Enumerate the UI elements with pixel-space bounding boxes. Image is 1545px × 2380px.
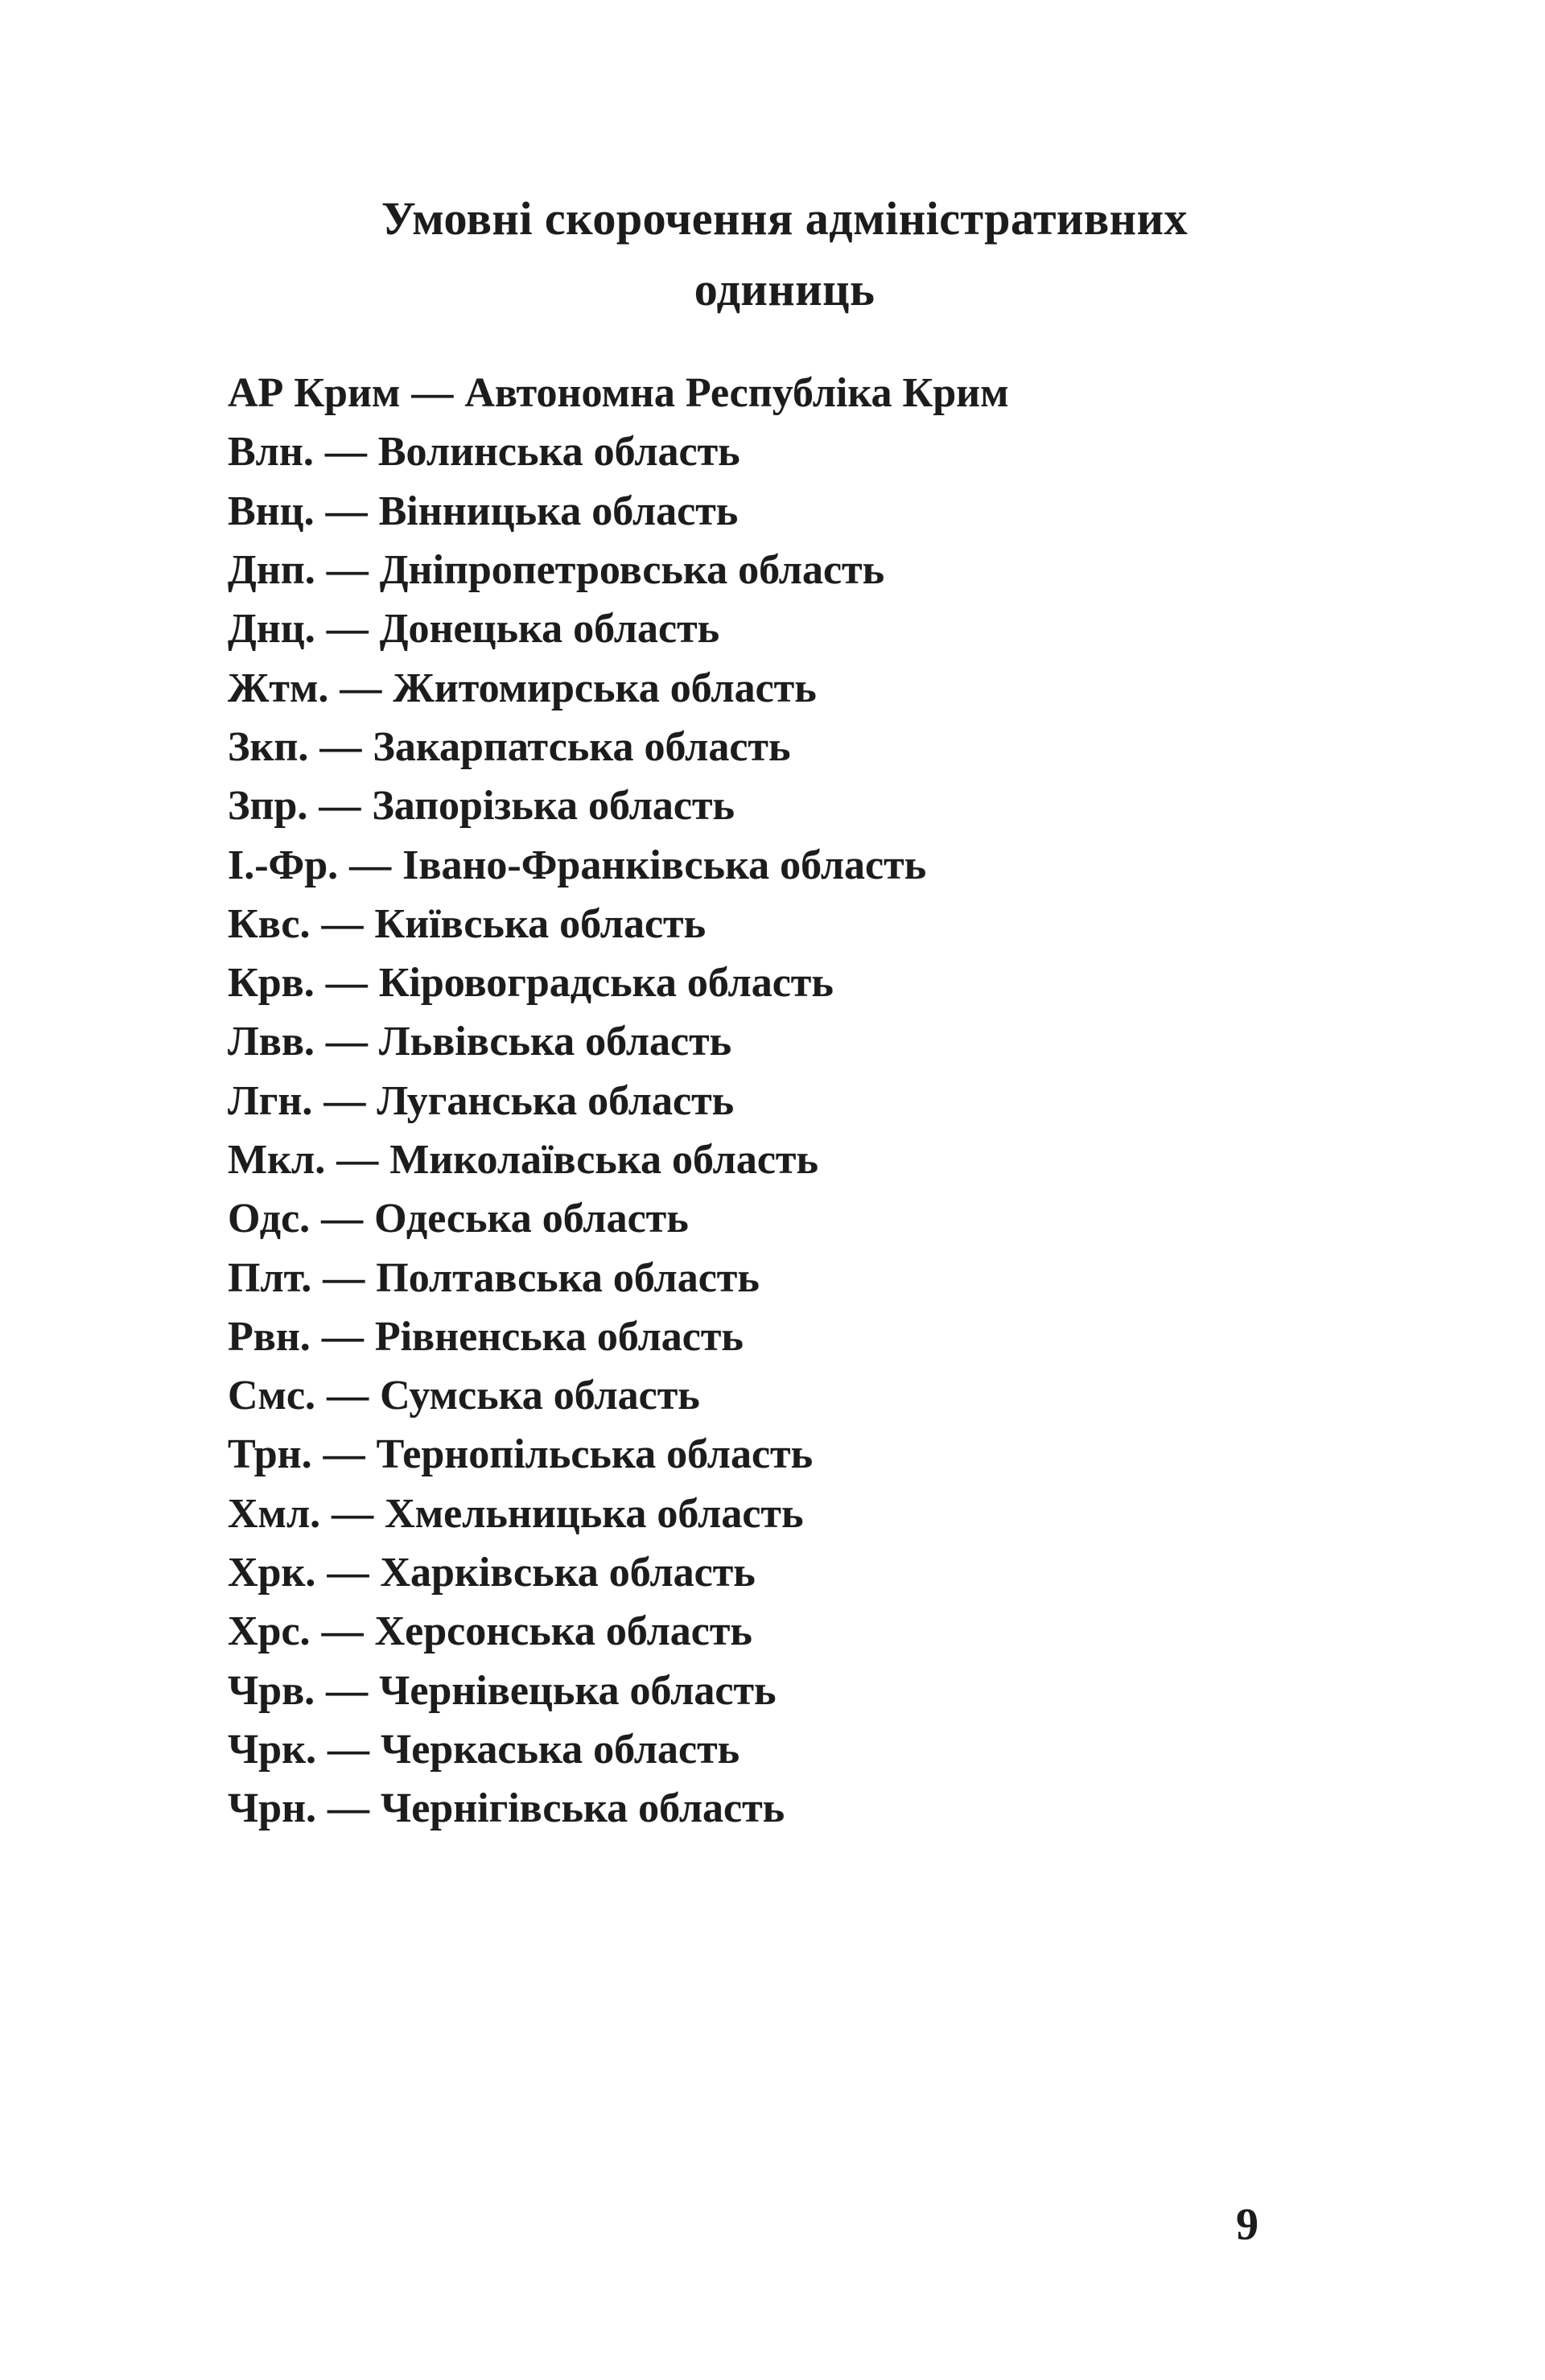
abbreviation-row	[228, 1720, 1009, 1779]
dash-separator: —	[327, 1373, 369, 1419]
abbreviation-row	[228, 1425, 1009, 1484]
abbreviation: Днц.	[228, 606, 315, 653]
abbreviation: Крв.	[228, 960, 315, 1007]
region-name: Івано-Франківська область	[402, 842, 927, 888]
region-name: Черкаська область	[381, 1726, 740, 1773]
region-name: Чернігівська область	[381, 1785, 785, 1832]
dash-separator: —	[326, 547, 369, 594]
region-name: Закарпатська область	[373, 723, 791, 770]
region-name: Херсонська область	[374, 1608, 752, 1655]
abbreviation: Хмл.	[228, 1490, 321, 1537]
abbreviation: Внц.	[228, 488, 315, 534]
dash-separator: —	[327, 1550, 369, 1596]
abbreviation: І.-Фр.	[228, 842, 339, 888]
abbreviation: Жтм.	[228, 665, 329, 711]
dash-separator: —	[321, 1608, 364, 1655]
abbreviation-row	[228, 1779, 1009, 1838]
dash-separator: —	[321, 900, 364, 947]
dash-separator: —	[340, 665, 382, 711]
dash-separator: —	[321, 1313, 364, 1360]
abbreviation: АР Крим	[228, 370, 401, 417]
abbreviation: Лвв.	[228, 1019, 315, 1065]
region-name: Дніпропетровська область	[379, 547, 885, 594]
abbreviation-row	[228, 541, 1009, 599]
region-name: Автономна Республіка Крим	[464, 370, 1009, 417]
region-name: Донецька область	[379, 606, 720, 653]
page-title-line-2: одиниць	[694, 263, 876, 315]
abbreviation-row	[228, 1012, 1009, 1071]
region-name: Полтавська область	[376, 1254, 760, 1301]
region-name: Одеська область	[374, 1196, 689, 1242]
abbreviation: Чрн.	[228, 1785, 317, 1832]
abbreviation: Лгн.	[228, 1077, 313, 1124]
abbreviation-row	[228, 1189, 1009, 1248]
abbreviation-row	[228, 1484, 1009, 1543]
region-name: Чернівецька область	[379, 1667, 777, 1714]
dash-separator: —	[324, 429, 367, 476]
region-name: Кіровоградська область	[378, 960, 834, 1007]
abbreviation: Зпр.	[228, 783, 308, 830]
abbreviation: Хрс.	[228, 1608, 311, 1655]
dash-separator: —	[325, 488, 368, 534]
abbreviation-row	[228, 364, 1009, 422]
dash-separator: —	[332, 1490, 374, 1537]
abbreviation: Рвн.	[228, 1313, 311, 1360]
region-name: Луганська область	[377, 1077, 735, 1124]
abbreviation: Мкл.	[228, 1137, 326, 1183]
abbreviation-row	[228, 1661, 1009, 1720]
abbreviation: Зкп.	[228, 723, 309, 770]
dash-separator: —	[349, 842, 392, 888]
dash-separator: —	[319, 723, 362, 770]
abbreviation-row	[228, 1602, 1009, 1661]
abbreviation: Квс.	[228, 900, 311, 947]
page-title-line-1: Умовні скорочення адміністративних	[381, 192, 1189, 245]
abbreviation-row	[228, 895, 1009, 953]
region-name: Миколаївська область	[389, 1137, 818, 1183]
page-number: 9	[1236, 2200, 1259, 2250]
dash-separator: —	[336, 1137, 379, 1183]
region-name: Волинська область	[377, 429, 740, 476]
region-name: Тернопільська область	[376, 1431, 814, 1478]
abbreviation-row	[228, 482, 1009, 541]
abbreviation-row	[228, 1130, 1009, 1189]
abbreviation-row	[228, 422, 1009, 481]
abbreviation: Трн.	[228, 1431, 312, 1478]
dash-separator: —	[323, 1077, 366, 1124]
abbreviation: Хрк.	[228, 1550, 316, 1596]
region-name: Рівненська область	[374, 1313, 744, 1360]
dash-separator: —	[328, 1785, 370, 1832]
dash-separator: —	[326, 1667, 369, 1714]
abbreviation: Чрк.	[228, 1726, 317, 1773]
region-name: Сумська область	[380, 1373, 700, 1419]
dash-separator: —	[319, 783, 361, 830]
region-name: Житомирська область	[393, 665, 817, 711]
abbreviation: Плт.	[228, 1254, 312, 1301]
abbreviations-list	[228, 364, 1009, 1838]
abbreviation-row	[228, 718, 1009, 776]
abbreviation-row	[228, 835, 1009, 894]
abbreviation: Одс.	[228, 1196, 311, 1242]
abbreviation-row	[228, 1366, 1009, 1425]
dash-separator: —	[411, 370, 454, 417]
abbreviation: Днп.	[228, 547, 315, 594]
abbreviation-row	[228, 1307, 1009, 1366]
dash-separator: —	[325, 960, 368, 1007]
region-name: Вінницька область	[378, 488, 739, 534]
region-name: Запорізька область	[372, 783, 735, 830]
abbreviation-row	[228, 953, 1009, 1012]
abbreviation: Смс.	[228, 1373, 316, 1419]
region-name: Хмельницька область	[385, 1490, 804, 1537]
abbreviation-row	[228, 1543, 1009, 1602]
dash-separator: —	[323, 1254, 365, 1301]
page-title	[228, 183, 1341, 325]
region-name: Львівська область	[378, 1019, 732, 1065]
abbreviation-row	[228, 1248, 1009, 1307]
abbreviation-row	[228, 776, 1009, 835]
abbreviation-row	[228, 1072, 1009, 1130]
abbreviation-row	[228, 658, 1009, 717]
dash-separator: —	[323, 1431, 365, 1478]
dash-separator: —	[326, 606, 369, 653]
region-name: Київська область	[374, 900, 707, 947]
abbreviation-row	[228, 599, 1009, 658]
dash-separator: —	[328, 1726, 370, 1773]
abbreviation: Влн.	[228, 429, 314, 476]
abbreviation: Чрв.	[228, 1667, 315, 1714]
dash-separator: —	[325, 1019, 368, 1065]
dash-separator: —	[321, 1196, 364, 1242]
region-name: Харківська область	[380, 1550, 756, 1596]
